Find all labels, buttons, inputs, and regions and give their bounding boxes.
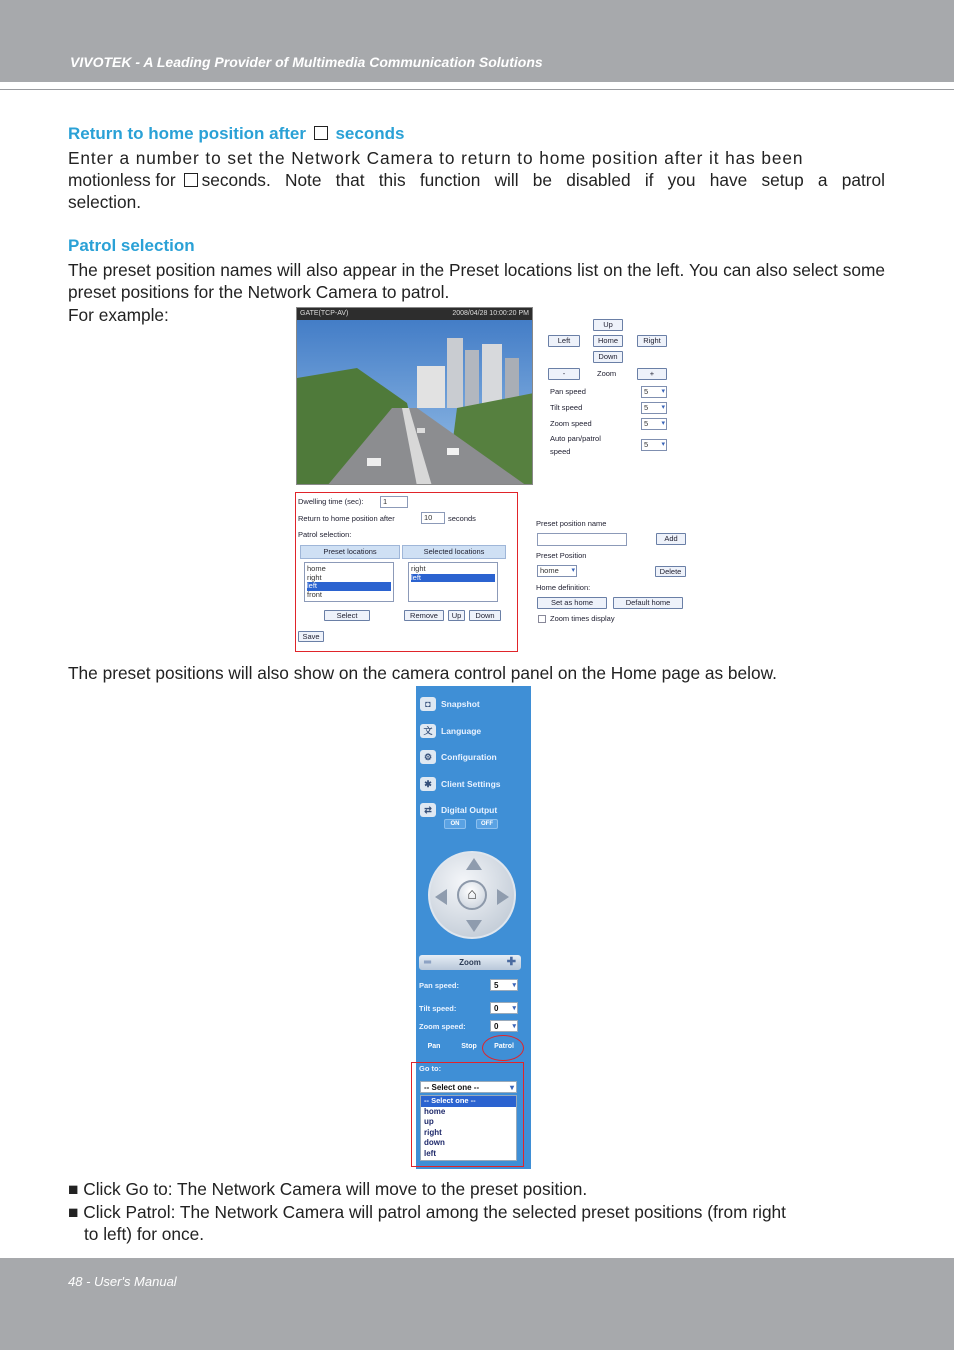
home-button[interactable]: Home [593, 335, 623, 347]
checkbox-icon [314, 126, 328, 140]
tilt-speed-select[interactable]: 0 ▾ [490, 1002, 518, 1014]
header-title: VIVOTEK - A Leading Provider of Multimedia Communication Solutions [70, 54, 543, 70]
list-item[interactable]: right [424, 1127, 442, 1137]
camera-icon: ◘ [420, 697, 436, 711]
seconds-label: seconds [448, 514, 476, 523]
tilt-speed-select[interactable]: 5 ▾ [641, 402, 667, 414]
home-definition-label: Home definition: [536, 583, 591, 592]
ptz-dpad[interactable] [428, 851, 516, 939]
dwelling-label: Dwelling time (sec): [298, 497, 364, 506]
add-button[interactable]: Add [656, 533, 686, 545]
zoom-times-label: Zoom times display [550, 614, 615, 623]
menu-client-settings[interactable]: ✱ Client Settings [420, 776, 501, 792]
zoom-speed-label: Zoom speed: [419, 1022, 466, 1031]
up-arrow-icon[interactable] [466, 858, 482, 870]
language-icon: 文 [420, 724, 436, 738]
page-footer [0, 1258, 954, 1350]
patrol-highlight-circle [482, 1035, 524, 1061]
delete-button[interactable]: Delete [655, 566, 686, 577]
zoom-bar[interactable]: ═ Zoom ✚ [419, 955, 521, 970]
menu-language[interactable]: 文 Language [420, 723, 481, 739]
section-title-patrol: Patrol selection [68, 236, 195, 255]
list-item[interactable]: right [307, 572, 322, 582]
zoom-times-checkbox[interactable] [538, 615, 546, 623]
move-up-button[interactable]: Up [448, 610, 465, 621]
down-button[interactable]: Down [593, 351, 623, 363]
zoom-speed-select[interactable]: 5 ▾ [641, 418, 667, 430]
preset-name-input[interactable] [537, 533, 627, 546]
zoom-speed-select[interactable]: 0 ▾ [490, 1020, 518, 1032]
wrench-icon: ⚙ [420, 750, 436, 764]
bullet-patrol: ■ Click Patrol: The Network Camera will patrol among the selected preset positions (from right [68, 1202, 786, 1222]
gear-icon: ✱ [420, 777, 436, 791]
chevron-down-icon: ▾ [509, 1083, 514, 1092]
pan-button[interactable]: Pan [427, 1043, 441, 1050]
example-label: For example: [68, 305, 169, 325]
highway-image [297, 308, 533, 485]
down-arrow-icon[interactable] [466, 920, 482, 932]
list-item[interactable]: left [411, 574, 495, 583]
do-off-button[interactable]: OFF [476, 819, 498, 829]
remove-button[interactable]: Remove [404, 610, 444, 621]
preset-name-label: Preset position name [536, 519, 607, 528]
list-item[interactable]: left [307, 582, 391, 591]
live-video [296, 307, 533, 485]
zoom-label: Zoom [597, 369, 617, 378]
preset-position-select[interactable]: home ▾ [537, 565, 577, 577]
section1-line1: Enter a number to set the Network Camera to return to home position after it has been [68, 148, 804, 168]
pan-speed-select[interactable]: 5 ▾ [641, 386, 667, 398]
bullet-patrol-cont: to left) for once. [84, 1224, 205, 1244]
right-button[interactable]: Right [637, 335, 667, 347]
list-item[interactable]: home [307, 564, 326, 573]
section-title-return-home: Return to home position after seconds [68, 124, 405, 143]
left-arrow-icon[interactable] [435, 889, 447, 905]
output-icon: ⇄ [420, 803, 436, 817]
do-on-button[interactable]: ON [444, 819, 466, 829]
list-item[interactable]: left [424, 1148, 436, 1158]
tilt-speed-label: Tilt speed: [419, 1004, 457, 1013]
zoom-out-button[interactable]: - [548, 368, 580, 380]
pan-speed-label: Pan speed [550, 387, 586, 396]
menu-configuration[interactable]: ⚙ Configuration [420, 749, 497, 765]
zoom-out-icon[interactable]: ═ [424, 957, 432, 968]
up-button[interactable]: Up [593, 319, 623, 331]
auto-pan-label-2: speed [550, 447, 571, 456]
list-item[interactable]: up [424, 1117, 434, 1127]
auto-pan-speed-select[interactable]: 5 ▾ [641, 439, 667, 451]
menu-snapshot[interactable]: ◘ Snapshot [420, 696, 480, 712]
home-icon[interactable]: ⌂ [457, 880, 487, 910]
pan-speed-label: Pan speed: [419, 981, 460, 990]
list-item[interactable]: -- Select one -- [421, 1096, 516, 1107]
return-home-label: Return to home position after [298, 514, 395, 523]
tilt-speed-label: Tilt speed [550, 403, 583, 412]
stop-button[interactable]: Stop [461, 1043, 477, 1050]
checkbox-icon [184, 173, 198, 187]
patrol-button[interactable]: Patrol [494, 1043, 514, 1050]
auto-pan-label: Auto pan/patrol [550, 434, 601, 443]
zoom-speed-label: Zoom speed [550, 419, 592, 428]
section1-line3: selection. [68, 192, 142, 212]
list-item[interactable]: front [307, 589, 323, 599]
config-screenshot [294, 305, 690, 653]
bullet-goto: ■ Click Go to: The Network Camera will move to the preset position. [68, 1179, 588, 1199]
goto-label: Go to: [419, 1064, 442, 1073]
selected-locations-header: Selected locations [402, 545, 506, 559]
section1-line2: motionless for seconds. Note that this function will be disabled if you have setup a patrol [68, 170, 885, 190]
list-item[interactable]: home [424, 1106, 446, 1116]
pan-speed-select[interactable]: 5 ▾ [490, 979, 518, 991]
move-down-button[interactable]: Down [469, 610, 501, 621]
page-header [0, 0, 954, 82]
preset-position-label: Preset Position [536, 551, 587, 560]
set-as-home-button[interactable]: Set as home [537, 597, 607, 609]
section3-text: The preset positions will also show on the camera control panel on the Home page as below. [68, 663, 777, 683]
goto-highlight-frame [411, 1062, 524, 1167]
zoom-in-icon[interactable]: ✚ [506, 956, 516, 968]
default-home-button[interactable]: Default home [613, 597, 683, 609]
zoom-in-button[interactable]: + [637, 368, 667, 380]
return-home-input[interactable]: 10 [421, 512, 445, 524]
page-number: 48 - User's Manual [68, 1274, 177, 1289]
live-title-bar: GATE(TCP-AV) 2008/04/28 10:00:20 PM [297, 308, 532, 320]
patrol-selection-label: Patrol selection: [298, 530, 352, 539]
list-item[interactable]: down [424, 1138, 445, 1148]
list-item[interactable]: right [411, 564, 426, 573]
select-button[interactable]: Select [324, 610, 370, 621]
preset-locations-header: Preset locations [300, 545, 400, 559]
highlight-frame [295, 492, 518, 652]
save-button[interactable]: Save [298, 631, 324, 642]
section2-body: The preset position names will also appear in the Preset locations list on the left. You can also select some preset positions for the Network Camera to patrol. [68, 260, 885, 302]
goto-select[interactable]: -- Select one -- ▾ [420, 1081, 517, 1093]
menu-digital-output[interactable]: ⇄ Digital Output [420, 802, 497, 818]
left-button[interactable]: Left [548, 335, 580, 347]
right-arrow-icon[interactable] [497, 889, 509, 905]
header-divider [0, 89, 954, 90]
dwelling-input[interactable]: 1 [380, 496, 408, 508]
